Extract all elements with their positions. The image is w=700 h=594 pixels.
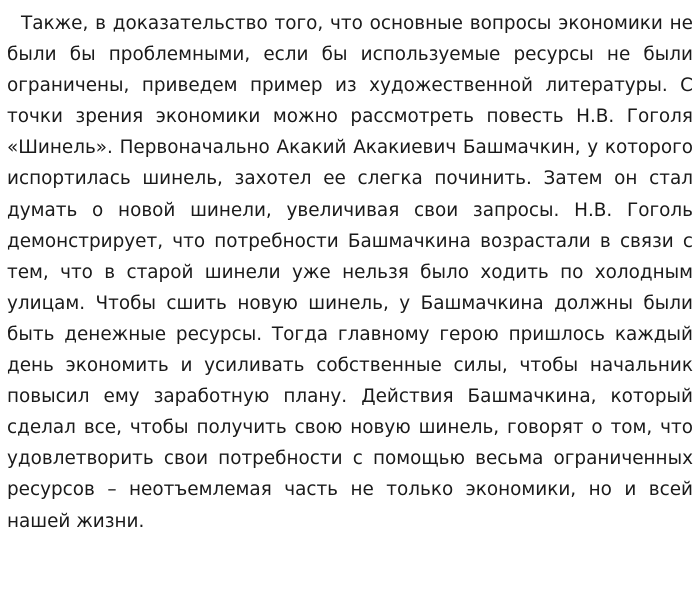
document-body [7,8,693,537]
text-paragraph: Также, в доказательство того, что основные вопросы экономики не были бы проблемными, если бы используемые ресурсы не были ограничены, приведем пример из художественной литературы. С точки зрения экономики можно рассмотреть повесть Н.В. Гоголя «Шинель». Первоначально Акакий Акакиевич Башмачкин, у которого испортилась шинель, захотел ее слегка починить. Затем он стал думать о новой шинели, увеличивая свои запросы. Н.В. Гоголь демонстрирует, что потребности Башмачкина возрастали в связи с тем, что в старой шинели уже нельзя было ходить по холодным улицам. Чтобы сшить новую шинель, у Башмачкина должны были быть денежные ресурсы. Тогда главному герою пришлось каждый день экономить и усиливать собственные силы, чтобы начальник повысил ему заработную плану. Действия Башмачкина, который сделал все, чтобы получить свою новую шинель, говорят о том, что удовлетворить свои потребности с помощью весьма ограниченных ресурсов – неотъемлемая часть не только экономики, но и всей нашей жизни. [7,13,693,532]
